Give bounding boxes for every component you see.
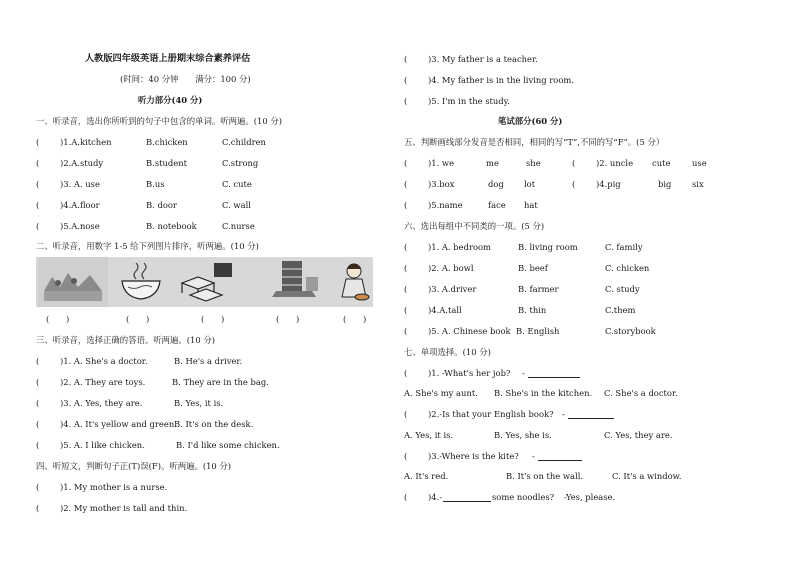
answer-paren[interactable]: ( xyxy=(36,221,40,231)
answer-paren[interactable]: ( xyxy=(36,440,40,450)
option-a: )5.A.nose xyxy=(60,221,100,231)
listening-section-header: 听力部分(40 分) xyxy=(138,95,203,105)
writing-section-header: 笔试部分(60 分) xyxy=(498,116,563,126)
answer-paren[interactable]: ( xyxy=(36,137,40,147)
word-3: lot xyxy=(524,179,536,189)
option-a: )2. A. bowl xyxy=(428,263,474,273)
answer-paren[interactable]: ( xyxy=(572,158,576,168)
answer-paren[interactable]: ( xyxy=(572,179,576,189)
option-b: B. thin xyxy=(518,305,547,315)
option-a: )5. A. Chinese book xyxy=(428,326,511,336)
statement: )1. My mother is a nurse. xyxy=(60,482,168,492)
answer-paren[interactable]: ( xyxy=(404,284,408,294)
answer-blank[interactable] xyxy=(568,410,614,419)
answer-paren[interactable]: ( xyxy=(404,179,408,189)
family-photo-image xyxy=(38,257,108,307)
picture-strip xyxy=(36,257,373,307)
option-a: A. Yes, it is. xyxy=(404,430,454,440)
answer-blank[interactable] xyxy=(443,493,491,502)
option-c: C.strong xyxy=(222,158,259,168)
answer-paren[interactable]: ( xyxy=(36,398,40,408)
answer-slot[interactable]: ( ) xyxy=(46,314,70,324)
option-a: )1. A. She's a doctor. xyxy=(60,356,148,366)
option-c: C.nurse xyxy=(222,221,255,231)
word-1: )4.pig xyxy=(596,179,621,189)
word-1: )1. we xyxy=(428,158,455,168)
bookshelf-room-image xyxy=(268,257,323,307)
answer-paren[interactable]: ( xyxy=(404,96,408,106)
section-6-heading: 六、选出每组中不同类的一项。(5 分) xyxy=(404,221,545,231)
option-c: C. study xyxy=(605,284,640,294)
answer-paren[interactable]: ( xyxy=(404,263,408,273)
word-2: cute xyxy=(652,158,671,168)
section-2-heading: 二、听录音，用数字 1-5 给下列图片排序，听两遍。(10 分) xyxy=(36,241,259,251)
answer-paren[interactable]: ( xyxy=(404,158,408,168)
question: )4.- xyxy=(428,492,443,502)
section-1-heading: 一、听录音，选出你所听到的句子中包含的单词。听两遍。(10 分) xyxy=(36,116,282,126)
option-a: )1.A.kitchen xyxy=(60,137,112,147)
option-b: B.us xyxy=(146,179,165,189)
answer-dash: - xyxy=(522,368,525,378)
question: )3.-Where is the kite? xyxy=(428,451,519,461)
option-c: C. Yes, they are. xyxy=(604,430,673,440)
section-7-heading: 七、单项选择。(10 分) xyxy=(404,347,491,357)
option-b: B. He's a driver. xyxy=(174,356,243,366)
option-b: B. living room xyxy=(518,242,578,252)
option-b: B. English xyxy=(516,326,560,336)
word-1: )2. uncle xyxy=(596,158,634,168)
answer-paren[interactable]: ( xyxy=(404,54,408,64)
option-a: )2. A. They are toys. xyxy=(60,377,146,387)
option-b: B. notebook xyxy=(146,221,197,231)
option-b: B. She's in the kitchen. xyxy=(494,388,593,398)
option-a: )5. A. I like chicken. xyxy=(60,440,145,450)
option-a: )4.A.floor xyxy=(60,200,100,210)
answer-paren[interactable]: ( xyxy=(36,503,40,513)
section-5-heading: 五、判断画线部分发音是否相同，相同的写“T”,不同的写“F”。(5 分） xyxy=(404,137,665,147)
statement: )5. I'm in the study. xyxy=(428,96,510,106)
option-a: )3. A. Yes, they are. xyxy=(60,398,143,408)
answer-paren[interactable]: ( xyxy=(404,242,408,252)
option-c: C. It's a window. xyxy=(612,471,682,481)
option-b: B. beef xyxy=(518,263,548,273)
option-c: C. cute xyxy=(222,179,252,189)
girl-cooking-image xyxy=(336,257,372,307)
question: )2.-Is that your English book? xyxy=(428,409,554,419)
answer-paren[interactable]: ( xyxy=(404,326,408,336)
option-c: C.children xyxy=(222,137,266,147)
word-2: me xyxy=(486,158,499,168)
option-a: A. It's red. xyxy=(404,471,449,481)
question-tail: some noodles? xyxy=(492,492,555,502)
option-a: )4.A.tall xyxy=(428,305,462,315)
option-b: B. Yes, she is. xyxy=(494,430,552,440)
statement: )3. My father is a teacher. xyxy=(428,54,538,64)
soup-bowl-image xyxy=(116,257,166,307)
reply: -Yes, please. xyxy=(564,492,616,502)
option-b: B. door xyxy=(146,200,177,210)
statement: )4. My father is in the living room. xyxy=(428,75,574,85)
option-c: C. chicken xyxy=(605,263,650,273)
answer-paren[interactable]: ( xyxy=(404,409,408,419)
classroom-desks-image xyxy=(176,257,236,307)
option-a: A. She's my aunt. xyxy=(404,388,478,398)
answer-blank[interactable] xyxy=(538,452,582,461)
option-b: B.chicken xyxy=(146,137,188,147)
option-b: B. Yes, it is. xyxy=(174,398,224,408)
word-3: she xyxy=(526,158,541,168)
answer-slot[interactable]: ( ) xyxy=(201,314,225,324)
answer-paren[interactable]: ( xyxy=(404,200,408,210)
statement: )2. My mother is tall and thin. xyxy=(60,503,188,513)
question: )1. -What's her job? xyxy=(428,368,511,378)
word-3: hat xyxy=(524,200,538,210)
answer-paren[interactable]: ( xyxy=(36,482,40,492)
option-a: )2.A.study xyxy=(60,158,104,168)
answer-slot[interactable]: ( ) xyxy=(276,314,300,324)
answer-paren[interactable]: ( xyxy=(404,368,408,378)
option-b: B. farmer xyxy=(518,284,559,294)
answer-slot[interactable]: ( ) xyxy=(343,314,367,324)
option-b: B. It's on the desk. xyxy=(174,419,254,429)
word-1: )5.name xyxy=(428,200,463,210)
word-1: )3.box xyxy=(428,179,455,189)
option-b: B.student xyxy=(146,158,187,168)
option-a: )1. A. bedroom xyxy=(428,242,492,252)
option-c: C. She's a doctor. xyxy=(604,388,678,398)
option-b: B. It's on the wall. xyxy=(506,471,584,481)
option-b: B. They are in the bag. xyxy=(172,377,269,387)
option-c: C. family xyxy=(605,242,643,252)
section-3-heading: 三、听录音，选择正确的答语。听两遍。(10 分) xyxy=(36,335,215,345)
option-a: )3. A. use xyxy=(60,179,100,189)
answer-paren[interactable]: ( xyxy=(36,377,40,387)
answer-dash: - xyxy=(562,409,565,419)
section-4-heading: 四、听短文，判断句子正(T)误(F)。听两遍。(10 分) xyxy=(36,461,232,471)
word-3: use xyxy=(692,158,707,168)
answer-blank[interactable] xyxy=(528,369,580,378)
word-3: six xyxy=(692,179,704,189)
option-a: )4. A. It's yellow and green. xyxy=(60,419,177,429)
option-c: C. wall xyxy=(222,200,251,210)
answer-paren[interactable]: ( xyxy=(404,492,408,502)
answer-paren[interactable]: ( xyxy=(36,200,40,210)
option-c: C.storybook xyxy=(605,326,656,336)
word-2: dog xyxy=(488,179,504,189)
answer-slot[interactable]: ( ) xyxy=(126,314,150,324)
answer-paren[interactable]: ( xyxy=(404,451,408,461)
option-c: C.them xyxy=(605,305,636,315)
answer-paren[interactable]: ( xyxy=(404,305,408,315)
answer-paren[interactable]: ( xyxy=(36,179,40,189)
answer-paren[interactable]: ( xyxy=(36,356,40,366)
answer-paren[interactable]: ( xyxy=(36,158,40,168)
exam-subtitle: (时间：40 分钟 满分：100 分) xyxy=(120,74,251,84)
option-b: B. I'd like some chicken. xyxy=(176,440,280,450)
answer-paren[interactable]: ( xyxy=(404,75,408,85)
exam-title: 人教版四年级英语上册期末综合素养评估 xyxy=(85,53,251,64)
word-2: face xyxy=(488,200,506,210)
answer-dash: - xyxy=(532,451,535,461)
answer-paren[interactable]: ( xyxy=(36,419,40,429)
word-2: big xyxy=(658,179,672,189)
option-a: )3. A.driver xyxy=(428,284,477,294)
